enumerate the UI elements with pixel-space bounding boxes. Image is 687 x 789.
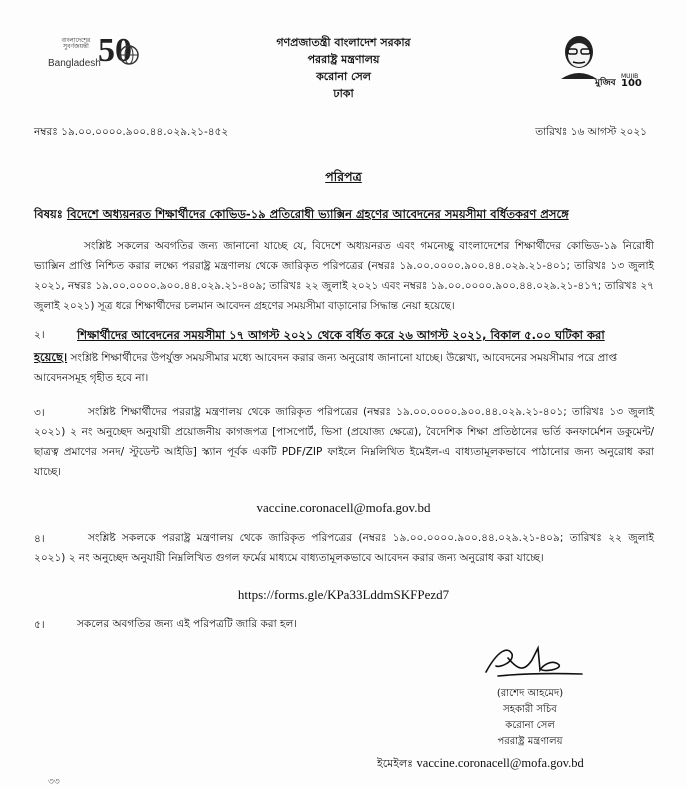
paragraph-1: সংশ্লিষ্ট সকলের অবগতির জন্য জানানো যাচ্ছে যে, বিদেশে অধ্যয়নরত এবং গমনেচ্ছু বাংলাদেশের শিক্ষার্থীদের কোভিড-১৯ নিরোধী ভ্যাক্সিন প্রাপ্তি নিশ্চিত করার লক্ষ্যে পররাষ্ট্র মন্ত্রণালয় থেকে জারিকৃত পরিপত্রের (নম্বরঃ ১৯.০০.০০০০.৯০০.৪৪.০২৯.২১-৪০১; তারিখঃ ১৩ জুলাই ২০২১, নম্বরঃ ১৯.০০.০০০০.৯০০.৪৪.০২৯.২১-৪০৯; তারিখঃ ২২ জুলাই ২০২১ এবং নম্বরঃ ১৯.০০.০০০০.৯০০.৪৪.০২৯.২১-৪১৭; তারিখঃ ২৭ জুলাই ২০২১) সূত্র ধরে শিক্ষার্থীদের চলমান আবেদন গ্রহণের সময়সীমা বাড়ানোর সিদ্ধান্ত নেয়া হয়েছে।: [34, 240, 654, 312]
signatory-contact: [377, 755, 584, 774]
paragraph-5: সকলের অবগতির জন্য এই পরিপত্রটি জারি করা হল।: [77, 618, 298, 630]
contact-email-label: ইমেইলঃ: [377, 757, 414, 770]
globe-icon: [118, 44, 140, 66]
submission-email-link[interactable]: vaccine.coronacell@mofa.gov.bd: [256, 500, 431, 515]
paragraph-2-heading: শিক্ষার্থীদের আবেদনের সময়সীমা ১৭ আগস্ট ২০২১ থেকে বর্ধিত করে ২৬ আগস্ট ২০২১, বিকাল ৫.০০ ঘটিকা করা: [77, 328, 605, 342]
signatory-designation: সহকারী সচিব: [503, 704, 557, 715]
paragraph-2-heading-cont: হয়েছে।: [34, 350, 68, 364]
golden-jubilee-logo-number: 50: [98, 32, 132, 69]
contact-email-link[interactable]: vaccine.coronacell@mofa.gov.bd: [416, 756, 584, 770]
header-government: গণপ্রজাতন্ত্রী বাংলাদেশ সরকার: [276, 36, 411, 49]
paragraph-5-number: ৫।: [34, 619, 45, 631]
paragraph-4: সংশ্লিষ্ট সকলকে পররাষ্ট্র মন্ত্রণালয় থেকে জারিকৃত পরিপত্রের (নম্বরঃ ১৯.০০.০০০০.৯০০.৪৪.০২৯.২১-৪০৯; তারিখঃ ২২ জুলাই ২০২১) ২ নং অনুচ্ছেদ অনুযায়ী নিম্নলিখিত গুগল ফর্মের মাধ্যমে বাধ্যতামূলকভাবে আবেদন করার জন্য অনুরোধ করা যাচ্ছে।: [34, 532, 654, 564]
header-cell: করোনা সেল: [316, 70, 371, 83]
handwritten-signature: [478, 640, 588, 682]
paragraph-3-number: ৩।: [34, 407, 45, 419]
paragraph-4-number: ৪।: [34, 533, 45, 545]
signatory-ministry: পররাষ্ট্র মন্ত্রণালয়: [497, 736, 563, 747]
mujib-logo-en-bottom: 100: [621, 78, 642, 89]
memo-date: তারিখঃ ১৬ আগস্ট ২০২১: [535, 126, 647, 138]
paragraph-2-body: [34, 347, 654, 388]
golden-jubilee-logo-small-text: বাংলাদেশের সুবর্ণজয়ন্তী: [61, 37, 91, 50]
golden-jubilee-logo-word: Bangladesh: [48, 58, 101, 69]
signatory-name: (রাশেদ আহমেদ): [496, 688, 564, 699]
mujib-100-logo: [555, 33, 655, 95]
subject-label: বিষয়ঃ: [34, 207, 63, 221]
mujib-logo-en-top: MUJIB: [621, 73, 639, 80]
google-form-link[interactable]: https://forms.gle/KPa33LddmSKFPezd7: [237, 587, 450, 602]
mujib-logo-bn: মুজিব: [595, 78, 616, 88]
subject-line: [34, 206, 664, 225]
page-number: ৩৩: [48, 777, 60, 787]
mujib-logo-en: [621, 73, 642, 87]
portrait-icon: [555, 33, 603, 79]
signatory-unit: করোনা সেল: [505, 720, 555, 731]
subject-text: বিদেশে অধ্যয়নরত শিক্ষার্থীদের কোভিড-১৯ প্রতিরোধী ভ্যাক্সিন গ্রহণের আবেদনের সময়সীমা বর্ধিতকরণ প্রসঙ্গে: [66, 207, 569, 221]
paragraph-2-number: ২।: [34, 329, 45, 341]
document-title: পরিপত্র: [325, 169, 362, 184]
header-city: ঢাকা: [333, 87, 354, 100]
paragraph-3: সংশ্লিষ্ট শিক্ষার্থীদের পররাষ্ট্র মন্ত্রণালয় থেকে জারিকৃত পরিপত্রের (নম্বরঃ ১৯.০০.০০০০.৯০০.৪৪.০২৯.২১-৪০১; তারিখঃ ১৩ জুলাই ২০২১) ২ নং অনুচ্ছেদ অনুযায়ী প্রয়োজনীয় কাগজপত্র [পাসপোর্ট, ভিসা (প্রযোজ্য ক্ষেত্রে), বৈদেশিক শিক্ষা প্রতিষ্ঠানের ভর্তি কনফার্মেশন ডকুমেন্ট/ ছাত্রত্ব প্রমাণের সনদ/ স্টুডেন্ট আইডি] স্ক্যান পূর্বক একটি PDF/ZIP ফাইলে নিম্নলিখিত ইমেইল-এ বাধ্যতামূলকভাবে পাঠানোর জন্য অনুরোধ করা যাচ্ছে।: [34, 406, 654, 478]
header-ministry: পররাষ্ট্র মন্ত্রণালয়: [307, 53, 380, 66]
golden-jubilee-logo: [48, 32, 148, 82]
memo-number: নম্বরঃ ১৯.০০.০০০০.৯০০.৪৪.০২৯.২১-৪৫২: [34, 126, 229, 138]
paragraph-2-text: সংশ্লিষ্ট শিক্ষার্থীদের উপর্যুক্ত সময়সীমার মধ্যে আবেদন করার জন্য অনুরোধ জানানো যাচ্ছে। উল্লেখ্য, আবেদনের সময়সীমার পরে প্রাপ্ত আবেদনসমূহ গৃহীত হবে না।: [34, 352, 618, 384]
